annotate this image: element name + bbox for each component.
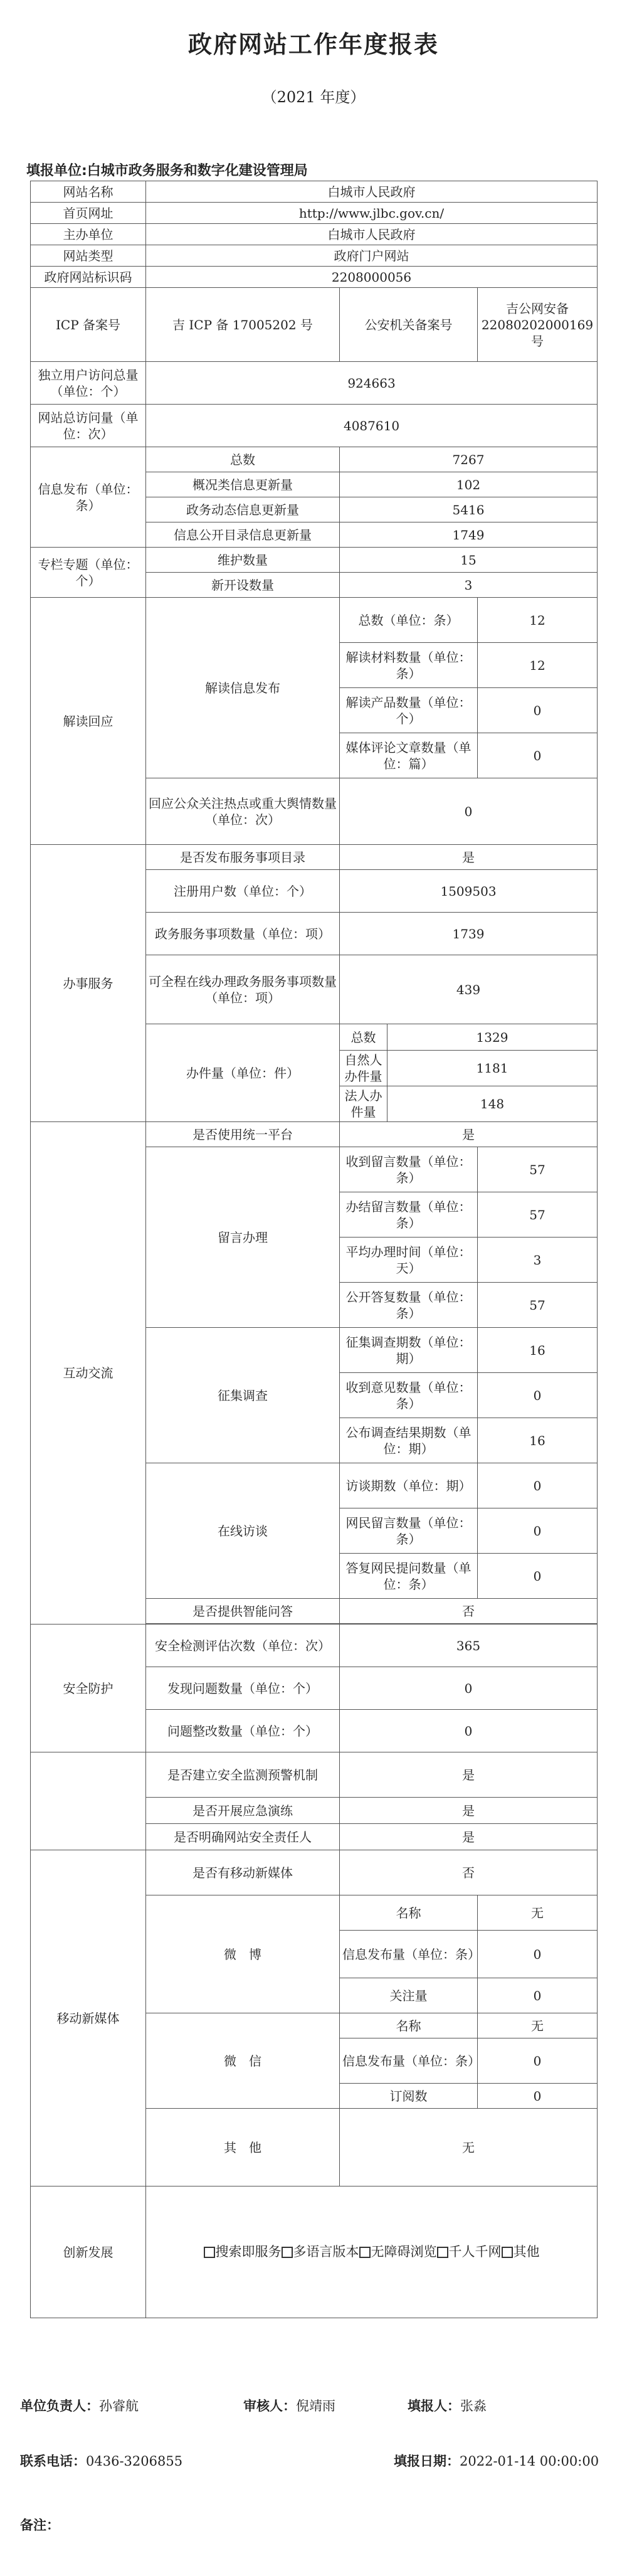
footer-reviewer [243, 2396, 335, 2415]
cell-value: 2208000056 [146, 267, 598, 288]
option-label: 多语言版本 [293, 2244, 359, 2259]
filler-value: 张淼 [460, 2398, 487, 2414]
cell-label: 总数（单位：条） [340, 598, 478, 643]
innovation-options [146, 2186, 598, 2318]
cell-label: 信息发布量（单位：条） [340, 2038, 478, 2084]
cell-value: 102 [340, 472, 598, 497]
cell-value: 白城市人民政府 [146, 224, 598, 245]
option-label: 其他 [513, 2244, 540, 2259]
cell-value: 0 [478, 1373, 598, 1418]
row-site-type [31, 245, 598, 267]
cell-value: 1739 [340, 913, 598, 955]
cell-label: 总数 [340, 1024, 387, 1051]
section-label: 专栏专题（单位：个） [31, 548, 146, 598]
cell-label: 独立用户访问总量（单位：个） [31, 362, 146, 405]
cell-label: 网站名称 [31, 181, 146, 203]
option-label: 千人千网 [448, 2244, 502, 2259]
cell-value: 无 [478, 1895, 598, 1931]
cell-value: 0 [478, 2038, 598, 2084]
cell-label: 是否开展应急演练 [146, 1798, 340, 1824]
cell-label: 是否提供智能问答 [146, 1599, 340, 1624]
cell-value: 0 [478, 733, 598, 778]
cell-value: 3 [478, 1238, 598, 1283]
cell-value: 1509503 [340, 870, 598, 913]
cell-label: 公安机关备案号 [340, 288, 478, 362]
cell-label: 总数 [146, 447, 340, 472]
row-pv [31, 405, 598, 447]
note-label: 备注： [20, 2518, 60, 2533]
cell-label: 征集调查期数（单位：期） [340, 1328, 478, 1373]
cell-label: 是否使用统一平台 [146, 1122, 340, 1147]
cell-value: 5416 [340, 497, 598, 522]
report-year: （2021 年度） [261, 88, 366, 106]
cell-label: 自然人办件量 [340, 1051, 387, 1086]
cell-value: 是 [340, 845, 598, 870]
cell-label: 是否有移动新媒体 [146, 1850, 340, 1895]
date-value: 2022-01-14 00:00:00 [460, 2454, 599, 2469]
homepage-url: http://www.jlbc.gov.cn/ [146, 203, 598, 224]
cell-value: 是 [340, 1122, 598, 1147]
cell-label: 法人办件量 [340, 1086, 387, 1122]
cell-label: 信息发布量（单位：条） [340, 1931, 478, 1978]
row-site-id [31, 267, 598, 288]
cell-value: 无 [340, 2109, 598, 2186]
section-label: 解读回应 [31, 598, 146, 845]
cell-label: 平均办理时间（单位：天） [340, 1238, 478, 1283]
cell-value: 57 [478, 1147, 598, 1192]
reviewer-value: 倪靖雨 [296, 2398, 335, 2414]
cell-value: 0 [478, 1978, 598, 2013]
cell-value: 否 [340, 1850, 598, 1895]
cell-value: 政府门户网站 [146, 245, 598, 267]
cell-label: 安全检测评估次数（单位：次） [146, 1625, 340, 1667]
cell-label: 解读产品数量（单位：个） [340, 688, 478, 733]
cell-label: 收到意见数量（单位：条） [340, 1373, 478, 1418]
cell-label: 主办单位 [31, 224, 146, 245]
footer-phone [20, 2451, 182, 2470]
row-svc-catalog [31, 845, 598, 870]
sub-section-label: 解读信息发布 [146, 598, 340, 778]
cell-value: 0 [478, 1508, 598, 1554]
cell-value: 3 [340, 573, 598, 598]
cell-label: 问题整改数量（单位：个） [146, 1710, 340, 1752]
row-uv [31, 362, 598, 405]
cell-label: 名称 [340, 1895, 478, 1931]
cell-value: 0 [478, 2084, 598, 2109]
leader-value: 孙睿航 [99, 2398, 139, 2414]
cell-value: 7267 [340, 447, 598, 472]
cell-value: 0 [478, 1554, 598, 1599]
cell-label: 办结留言数量（单位：条） [340, 1192, 478, 1238]
reviewer-label: 审核人： [243, 2398, 296, 2414]
cell-label: 新开设数量 [146, 573, 340, 598]
cell-label: 回应公众关注热点或重大舆情数量（单位：次） [146, 778, 340, 845]
cell-label: 名称 [340, 2013, 478, 2038]
sub-section-label: 微 信 [146, 2013, 340, 2109]
cell-label: 可全程在线办理政务服务事项数量（单位：项） [146, 955, 340, 1024]
cell-value: 0 [340, 1710, 598, 1752]
section-label: 安全防护 [31, 1625, 146, 1752]
cell-label: 是否建立安全监测预警机制 [146, 1752, 340, 1798]
report-table [30, 181, 598, 2318]
row-homepage [31, 203, 598, 224]
cell-label: 政务服务事项数量（单位：项） [146, 913, 340, 955]
cell-value: 365 [340, 1625, 598, 1667]
cell-value: 1181 [387, 1051, 598, 1086]
cell-value: 否 [340, 1599, 598, 1624]
cell-label: 网站类型 [31, 245, 146, 267]
cell-label: 政府网站标识码 [31, 267, 146, 288]
option-label: 无障碍浏览 [371, 2244, 437, 2259]
checkbox-icon[interactable] [502, 2247, 513, 2258]
cell-label: 公布调查结果期数（单位：期） [340, 1418, 478, 1463]
cell-value: 0 [340, 778, 598, 845]
cell-value: 吉公网安备22080202000169 号 [478, 288, 598, 362]
date-label: 填报日期： [394, 2454, 460, 2469]
page-title: 政府网站工作年度报表 [187, 31, 439, 58]
cell-value: 0 [340, 1667, 598, 1710]
option-label: 搜索即服务 [215, 2244, 282, 2259]
section-label: 创新发展 [31, 2186, 146, 2318]
cell-label: 办件量（单位：件） [146, 1024, 340, 1122]
cell-label: 关注量 [340, 1978, 478, 2013]
cell-label: 是否发布服务事项目录 [146, 845, 340, 870]
phone-label: 联系电话： [20, 2454, 86, 2469]
checkbox-icon[interactable] [204, 2247, 215, 2258]
row-info-total [31, 447, 598, 472]
filler-label: 填报人： [408, 2398, 460, 2414]
cell-value: 12 [478, 598, 598, 643]
row-sec-monitor [31, 1752, 598, 1798]
checkbox-icon[interactable] [282, 2247, 293, 2258]
cell-value: 924663 [146, 362, 598, 405]
cell-label: 注册用户数（单位：个） [146, 870, 340, 913]
leader-label: 单位负责人： [20, 2398, 99, 2414]
section-label: 互动交流 [31, 1122, 146, 1625]
footer-filler [408, 2396, 487, 2415]
sub-section-label: 征集调查 [146, 1328, 340, 1463]
section-label: 信息发布（单位：条） [31, 447, 146, 548]
cell-label: 收到留言数量（单位：条） [340, 1147, 478, 1192]
cell-value: 16 [478, 1328, 598, 1373]
phone-value: 0436-3206855 [86, 2454, 183, 2469]
row-innovation [31, 2186, 598, 2318]
cell-value: 16 [478, 1418, 598, 1463]
cell-label: 答复网民提问数量（单位：条） [340, 1554, 478, 1599]
cell-value: 439 [340, 955, 598, 1024]
sub-section-label: 在线访谈 [146, 1463, 340, 1599]
cell-label: 政务动态信息更新量 [146, 497, 340, 522]
cell-label: 维护数量 [146, 548, 340, 573]
row-icp [31, 288, 598, 362]
row-sec-checks [31, 1625, 598, 1667]
cell-label: 概况类信息更新量 [146, 472, 340, 497]
cell-label: 是否明确网站安全责任人 [146, 1824, 340, 1850]
cell-value: 是 [340, 1798, 598, 1824]
cell-label: 解读材料数量（单位：条） [340, 643, 478, 688]
row-mob-has [31, 1850, 598, 1895]
cell-value: 1329 [387, 1024, 598, 1051]
cell-value: 0 [478, 1931, 598, 1978]
cell-value: 57 [478, 1192, 598, 1238]
cell-label: 媒体评论文章数量（单位：篇） [340, 733, 478, 778]
cell-value: 是 [340, 1824, 598, 1850]
checkbox-icon[interactable] [437, 2247, 448, 2258]
cell-value: 12 [478, 643, 598, 688]
cell-label: ICP 备案号 [31, 288, 146, 362]
section-label-empty [31, 1752, 146, 1850]
cell-value: 白城市人民政府 [146, 181, 598, 203]
section-label: 移动新媒体 [31, 1850, 146, 2186]
checkbox-icon[interactable] [359, 2247, 371, 2258]
cell-value: 0 [478, 1463, 598, 1508]
footer-leader [20, 2396, 139, 2415]
cell-value: 0 [478, 688, 598, 733]
row-sponsor [31, 224, 598, 245]
cell-value: 4087610 [146, 405, 598, 447]
section-label: 办事服务 [31, 845, 146, 1122]
sub-section-label: 其 他 [146, 2109, 340, 2186]
row-columns-maintain [31, 548, 598, 573]
cell-label: 订阅数 [340, 2084, 478, 2109]
cell-label: 首页网址 [31, 203, 146, 224]
cell-label: 访谈期数（单位：期） [340, 1463, 478, 1508]
cell-value: 15 [340, 548, 598, 573]
cell-label: 公开答复数量（单位：条） [340, 1283, 478, 1328]
cell-label: 网站总访问量（单位：次） [31, 405, 146, 447]
cell-value: 是 [340, 1752, 598, 1798]
sub-section-label: 微 博 [146, 1895, 340, 2013]
row-interp-total [31, 598, 598, 643]
footer-note [20, 2515, 60, 2534]
cell-value: 无 [478, 2013, 598, 2038]
row-int-platform [31, 1122, 598, 1147]
footer-date [394, 2451, 599, 2470]
cell-value: 148 [387, 1086, 598, 1122]
cell-value: 57 [478, 1283, 598, 1328]
cell-label: 信息公开目录信息更新量 [146, 522, 340, 548]
row-site-name [31, 181, 598, 203]
cell-value: 1749 [340, 522, 598, 548]
cell-value: 吉 ICP 备 17005202 号 [146, 288, 340, 362]
filler-unit: 填报单位:白城市政务服务和数字化建设管理局 [26, 163, 308, 179]
cell-label: 网民留言数量（单位：条） [340, 1508, 478, 1554]
cell-label: 发现问题数量（单位：个） [146, 1667, 340, 1710]
sub-section-label: 留言办理 [146, 1147, 340, 1328]
